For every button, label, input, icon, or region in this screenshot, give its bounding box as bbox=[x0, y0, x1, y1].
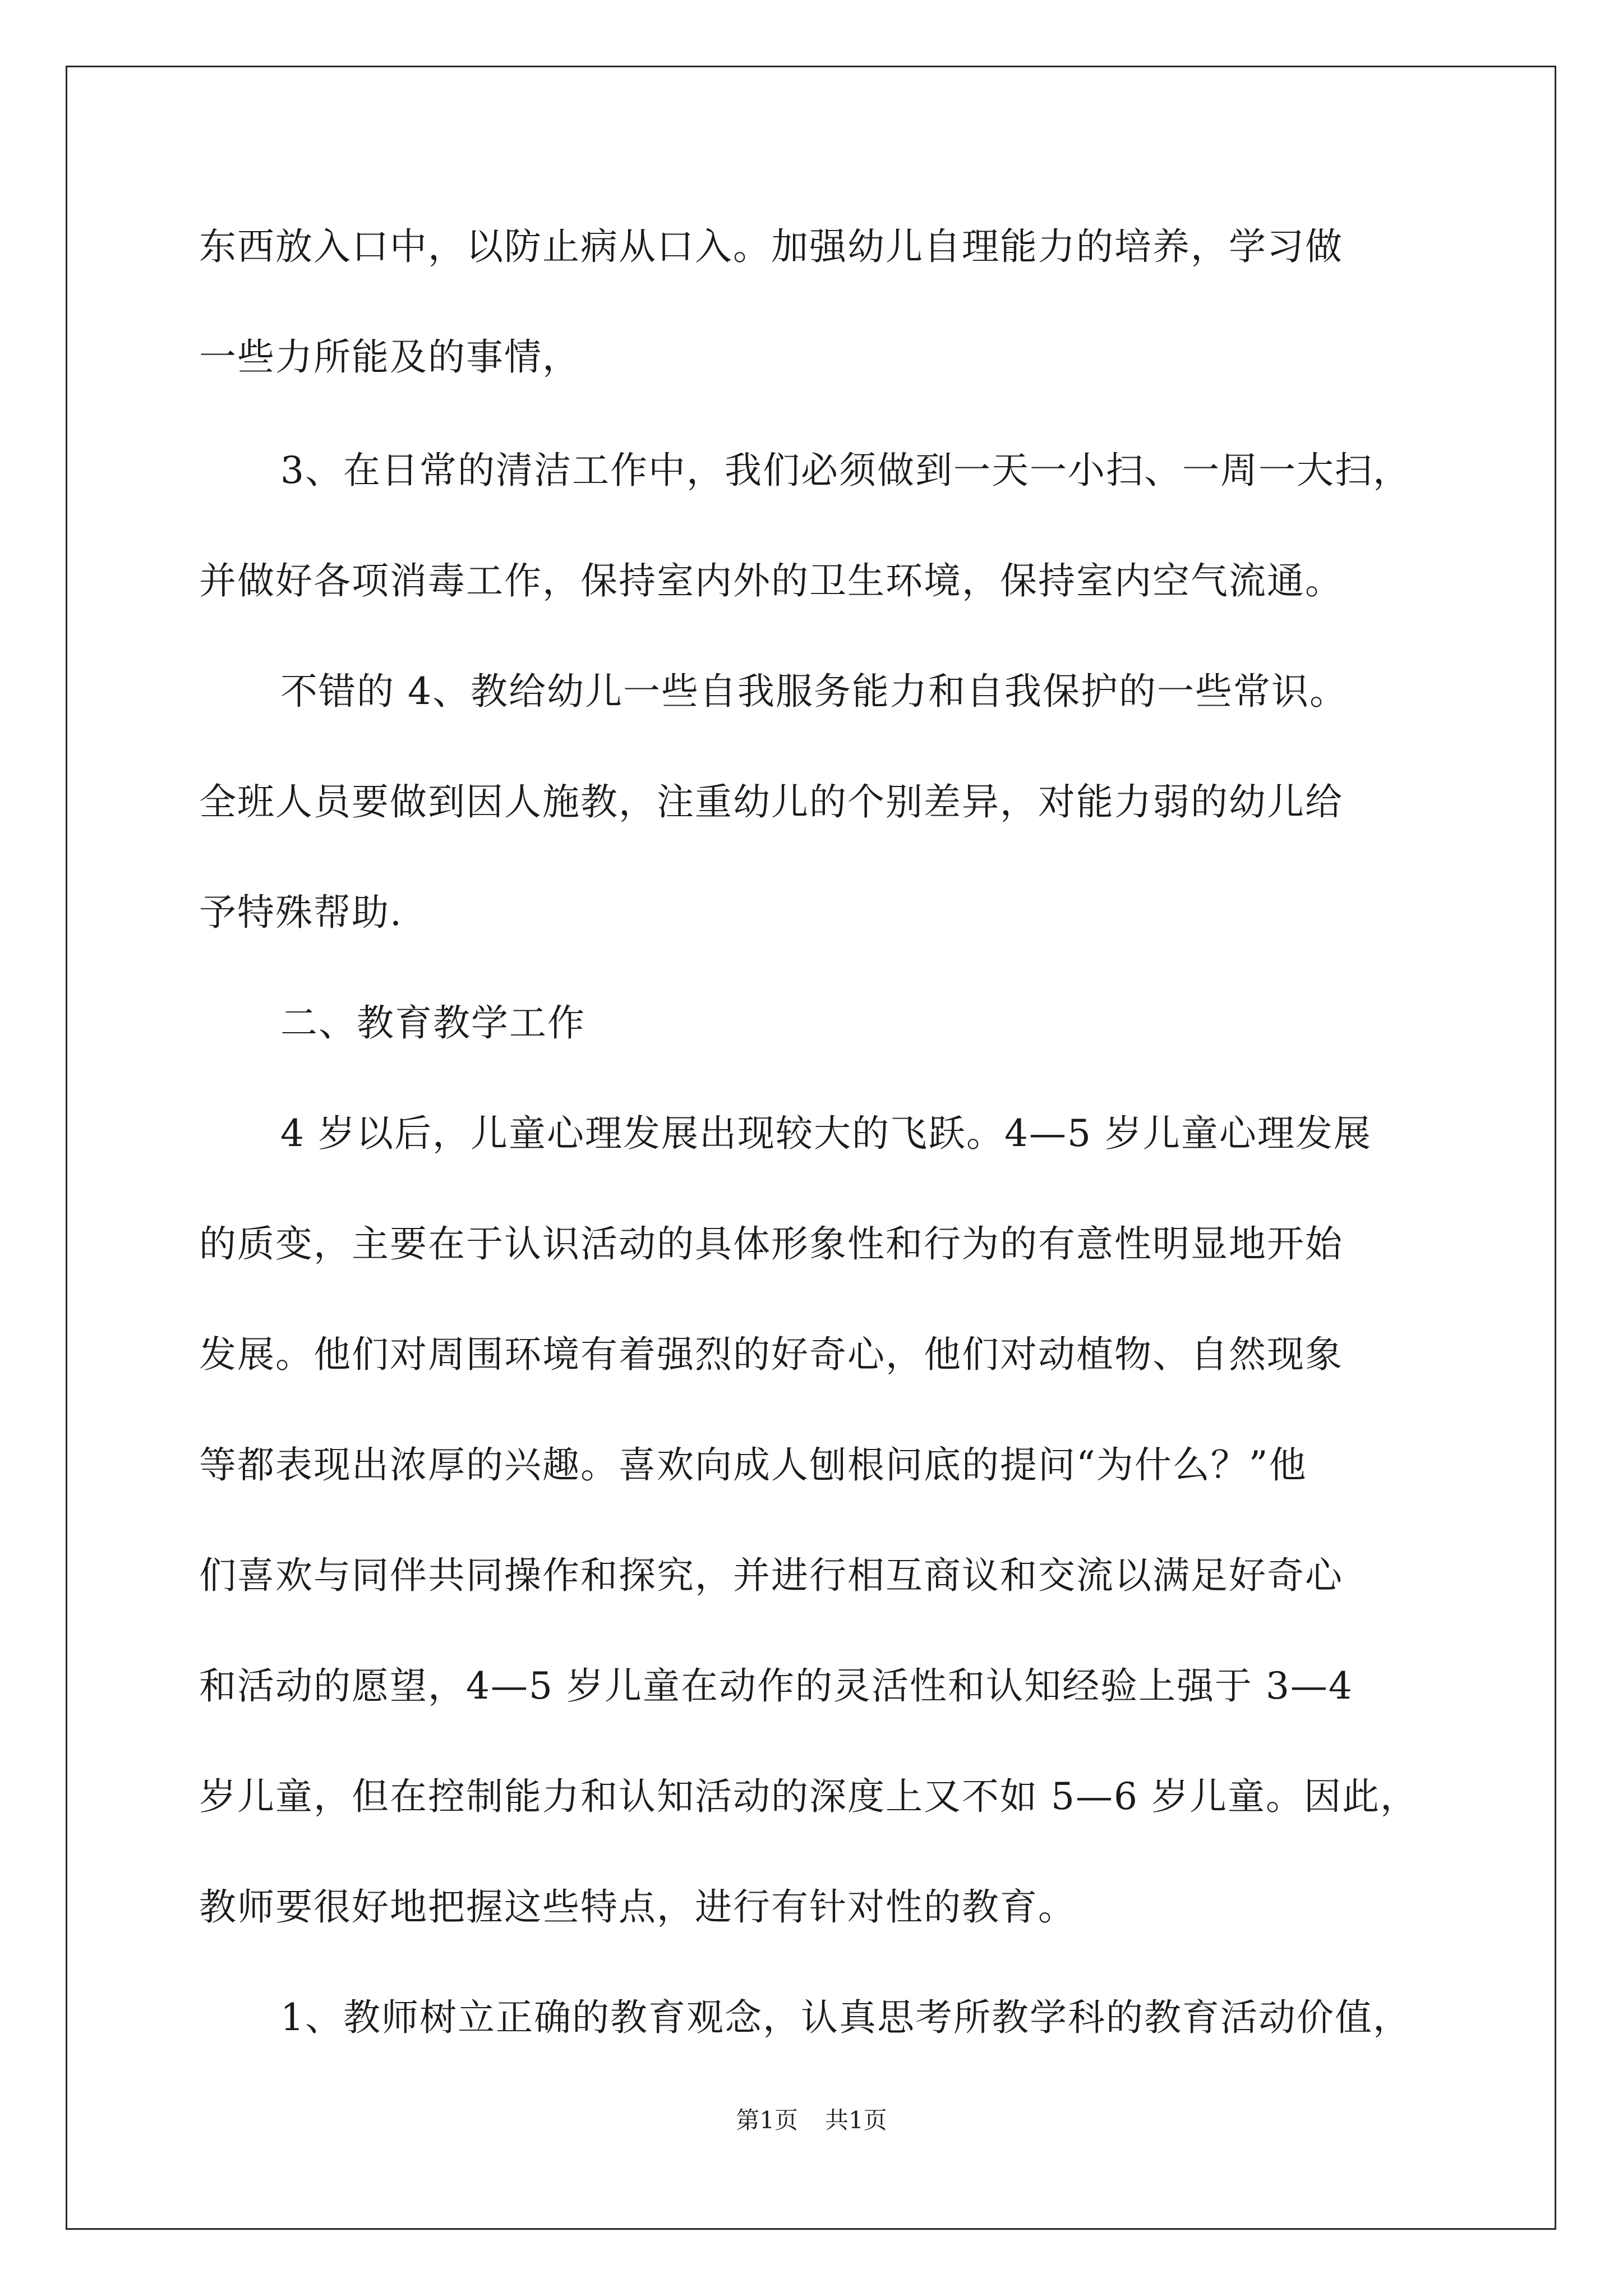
text-line: 们喜欢与同伴共同操作和探究，并进行相互商议和交流以满足好奇心 bbox=[199, 1554, 1343, 1597]
text-line: 发展。他们对周围环境有着强烈的好奇心，他们对动植物、自然现象 bbox=[199, 1333, 1343, 1376]
text-line: 全班人员要做到因人施教，注重幼儿的个别差异，对能力弱的幼儿给 bbox=[199, 780, 1343, 823]
text-line: 3、在日常的清洁工作中，我们必须做到一天一小扫、一周一大扫， bbox=[280, 449, 1411, 492]
page-number: 第1页 bbox=[736, 2106, 798, 2134]
text-line: 不错的 4、教给幼儿一些自我服务能力和自我保护的一些常识。 bbox=[280, 670, 1348, 713]
text-line: 的质变，主要在于认识活动的具体形象性和行为的有意性明显地开始 bbox=[199, 1222, 1343, 1266]
text-line: 一些力所能及的事情， bbox=[199, 335, 580, 379]
text-line: 并做好各项消毒工作，保持室内外的卫生环境，保持室内空气流通。 bbox=[199, 559, 1343, 602]
text-line: 岁儿童，但在控制能力和认知活动的深度上又不如 5—6 岁儿童。因此， bbox=[199, 1775, 1418, 1818]
section-heading: 二、教育教学工作 bbox=[280, 1001, 585, 1045]
page-footer bbox=[0, 2106, 1623, 2134]
text-line: 和活动的愿望，4—5 岁儿童在动作的灵活性和认知经验上强于 3—4 bbox=[199, 1664, 1353, 1708]
text-line: 教师要很好地把握这些特点，进行有针对性的教育。 bbox=[199, 1885, 1076, 1929]
text-line: 予特殊帮助. bbox=[199, 891, 403, 934]
page-total: 共1页 bbox=[825, 2106, 887, 2134]
text-line: 东西放入口中，以防止病从口入。加强幼儿自理能力的培养，学习做 bbox=[199, 225, 1343, 268]
text-line: 4 岁以后，儿童心理发展出现较大的飞跃。4—5 岁儿童心理发展 bbox=[280, 1112, 1372, 1155]
text-line: 等都表现出浓厚的兴趣。喜欢向成人刨根问底的提问“为什么？”他 bbox=[199, 1443, 1307, 1487]
text-line: 1、教师树立正确的教育观念，认真思考所教学科的教育活动价值， bbox=[280, 1996, 1411, 2039]
